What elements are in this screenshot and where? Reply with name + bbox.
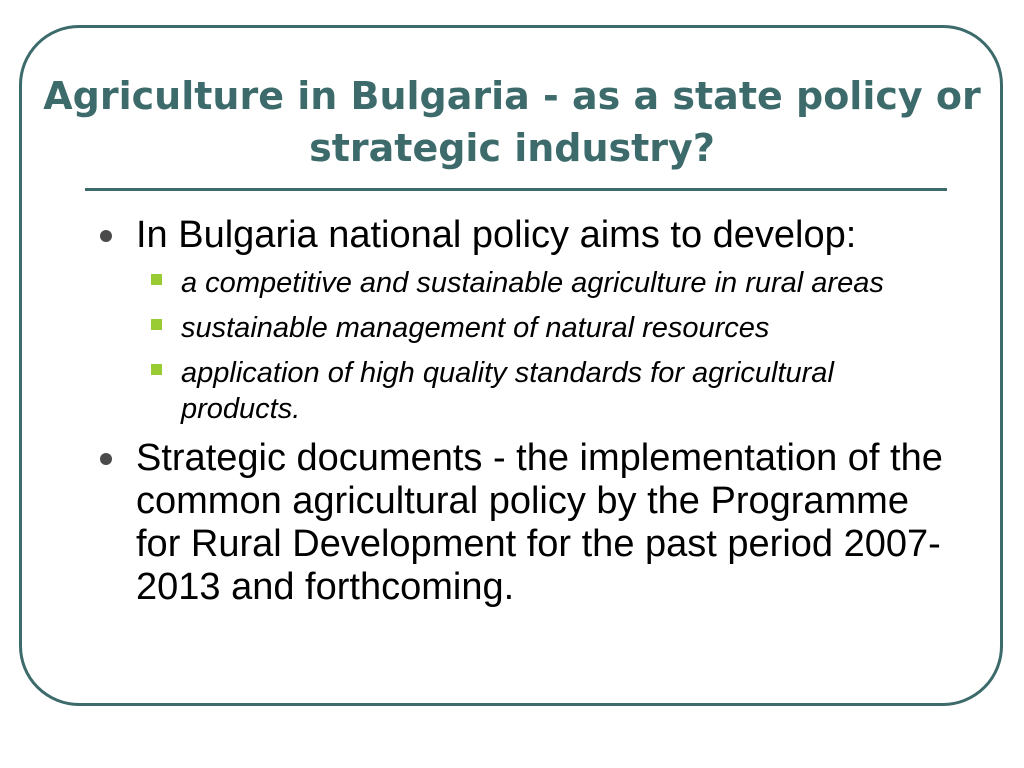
sub-bullet-text: application of high quality standards for agricultural products. — [181, 357, 834, 425]
sub-bullet-text: sustainable management of natural resources — [181, 312, 770, 344]
sub-bullet-text: a competitive and sustainable agriculture in rural areas — [181, 267, 884, 299]
bullet-item-strategic-documents — [95, 437, 945, 609]
circle-bullet-icon — [100, 230, 112, 242]
bullet-text: In Bulgaria national policy aims to develop: — [136, 214, 857, 256]
sub-bullet-item — [95, 355, 945, 427]
sub-bullet-item — [95, 265, 945, 301]
slide-content — [95, 214, 945, 609]
title-divider — [85, 188, 947, 191]
bullet-item-national-policy — [95, 214, 945, 257]
bullet-text: Strategic documents - the implementation of the common agricultural policy by the Programme for Rural Development for the past period 2007-2013 and forthcoming. — [136, 437, 943, 608]
square-bullet-icon — [151, 364, 162, 375]
sub-bullet-list — [95, 265, 945, 427]
sub-bullet-item — [95, 310, 945, 346]
square-bullet-icon — [151, 274, 162, 285]
circle-bullet-icon — [100, 453, 112, 465]
square-bullet-icon — [151, 319, 162, 330]
slide-title: Agriculture in Bulgaria - as a state policy or strategic industry? — [43, 74, 981, 170]
